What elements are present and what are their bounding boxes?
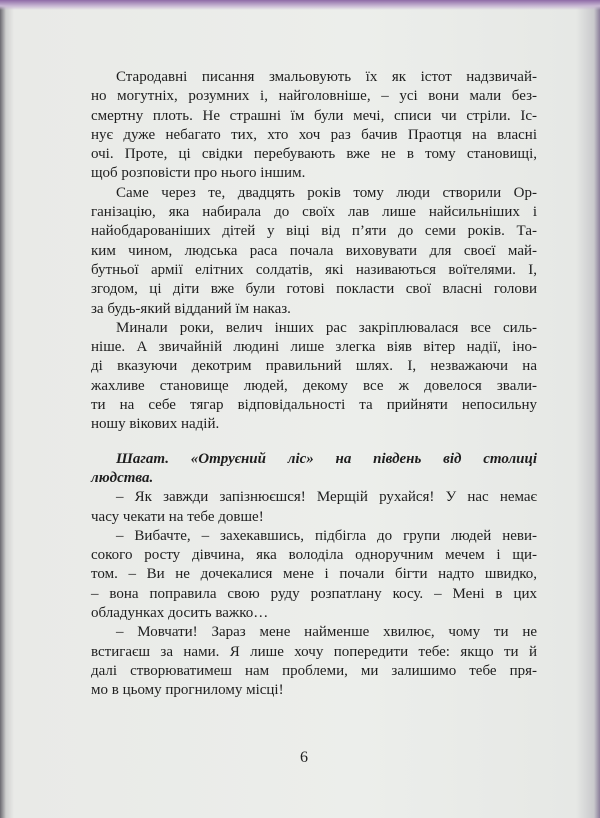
dialogue-paragraph: [91, 623, 537, 700]
page-number: 6: [300, 749, 308, 766]
text-line: – вона поправила свою руду розпатлану косу. – Мені в цих: [91, 585, 537, 602]
text-line: далі створюватимеш нам проблеми, ми залишимо тебе пря-: [91, 662, 537, 679]
scene-heading: [91, 450, 537, 489]
text-line: людства.: [91, 469, 154, 486]
text-line: том. – Ви не дочекалися мене і почали бігти надто швидко,: [91, 566, 537, 583]
text-line: Саме через те, двадцять років тому люди створили Ор-: [116, 184, 537, 201]
text-line: бутньої армії елітних солдатів, які називаються воїтелями. І,: [91, 261, 537, 278]
page-text: [91, 68, 537, 701]
text-line: ким чином, людська раса почала виховувати для своєї май-: [91, 242, 537, 259]
paragraph: [91, 68, 537, 184]
text-line: за будь-який відданий їм наказ.: [91, 300, 291, 317]
text-line: обладунках досить важко…: [91, 605, 269, 622]
text-line: найобдарованіших дітей у віці від п’яти до семи років. Та-: [91, 223, 537, 240]
text-line: очі. Проте, ці свідки перебувають вже не в тому становищі,: [91, 146, 537, 163]
text-line: Шагат. «Отруєний ліс» на південь від столиці: [116, 450, 537, 467]
text-line: встигаєш за нами. Я лише хочу попередити тебе: якщо ти й: [91, 643, 537, 660]
text-line: щоб розповісти про нього іншим.: [91, 165, 306, 182]
text-line: смертну плоть. Не страшні їм були мечі, списи чи стріли. Іс-: [91, 107, 537, 124]
text-line: ганізацію, яка набирала до своїх лав лише найсильніших і: [91, 204, 537, 221]
text-line: – Як завжди запізнюєшся! Мерщій рухайся! У нас немає: [116, 489, 537, 506]
text-line: – Вибачте, – захекавшись, підбігла до групи людей неви-: [116, 527, 537, 544]
text-line: ді вказуючи декотрим правильний шлях. І, незважаючи на: [91, 358, 537, 375]
text-line: жахливе становище людей, декому все ж довелося звали-: [91, 377, 537, 394]
text-line: ніше. А звичайній людині лише злегка віяв вітер надії, іно-: [91, 339, 537, 356]
text-line: часу чекати на тебе довше!: [91, 508, 264, 525]
text-line: – Мовчати! Зараз мене найменше хвилює, чому ти не: [116, 624, 537, 641]
text-line: ношу вікових надій.: [91, 416, 220, 433]
paragraph: [91, 319, 537, 435]
paragraph: [91, 184, 537, 319]
dialogue-paragraph: [91, 527, 537, 623]
page-edge: [0, 0, 600, 10]
dialogue-paragraph: [91, 488, 537, 527]
text-line: но могутніх, розумних і, найголовніше, – усі вони мали без-: [91, 88, 537, 105]
text-line: Стародавні писання змальовують їх як істот надзвичай-: [116, 69, 537, 85]
text-line: сокого росту дівчина, яка володіла одноручним мечем і щи-: [91, 547, 537, 564]
text-line: Минали роки, велич інших рас закріплювалася все силь-: [116, 319, 537, 336]
spacer: [91, 435, 537, 450]
text-line: мо в цьому прогнилому місці!: [91, 682, 284, 699]
text-line: згодом, ці діти вже були готові покласти свої власні голови: [91, 281, 537, 298]
text-line: нує дуже небагато тих, хто хоч раз бачив Праотця на власні: [91, 126, 537, 143]
text-line: ти на себе тягар відповідальності та прийняти непосильну: [91, 397, 537, 414]
